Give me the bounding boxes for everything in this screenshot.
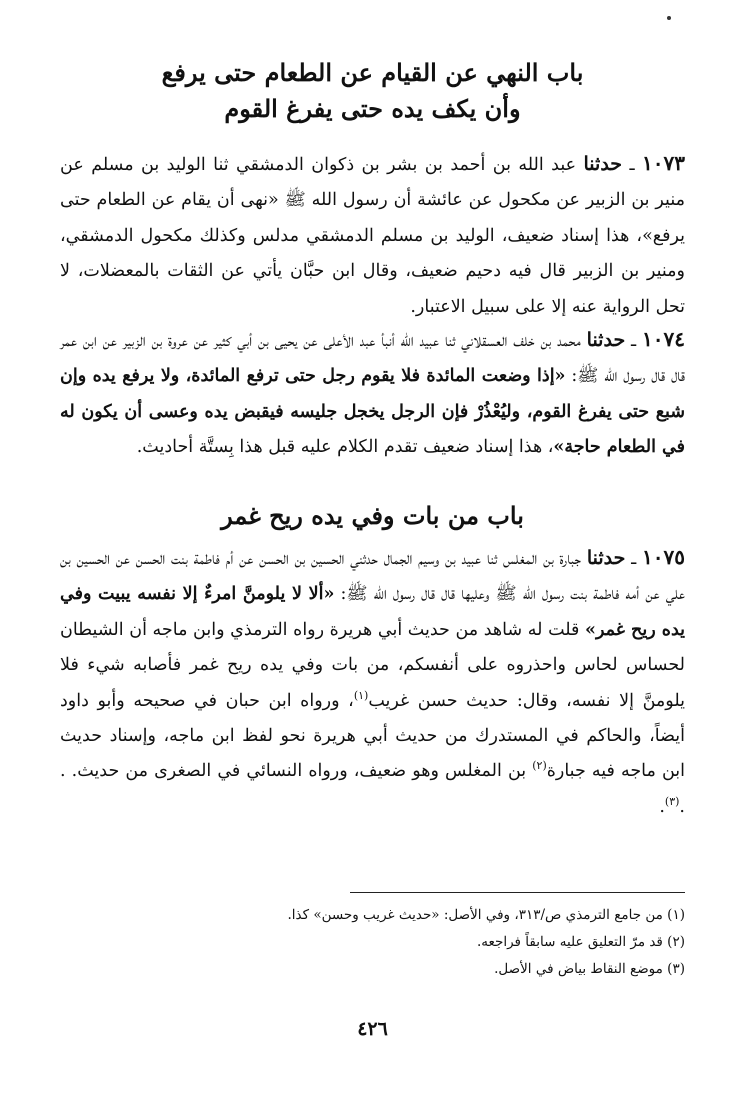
corner-dot <box>667 16 671 20</box>
hadith-1073 <box>60 146 685 325</box>
hadith-comment: ، هذا إسناد ضعيف تقدم الكلام عليه قبل هذا بِستَّة أحاديث. <box>136 437 554 458</box>
hadith-matn: «نهى أن يقام عن الطعام حتى يرفع» <box>60 190 685 246</box>
hadith-number: ١٠٧٥ <box>642 545 685 569</box>
hadith-isnad: جبارة بن المغلس ثنا عبيد بن وسيم الجمال حدثني الحسين بن الحسن عن أم فاطمة بنت الحسن عن الحسين بن علي عن أمه فاطمة بنت رسول الله ﷺ وعليها قال قال رسول الله ﷺ: <box>60 549 685 605</box>
footnotes-list <box>60 902 685 983</box>
hadith-isnad: عبد الله بن أحمد بن بشر بن ذكوان الدمشقي ثنا الوليد بن مسلم عن منير بن الزبير عن مكحول عن عائشة أن رسول الله ﷺ <box>60 155 685 211</box>
footnote-1: (١) من جامع الترمذي ص/٣١٣، وفي الأصل: «حديث غريب وحسن» كذا. <box>287 907 685 923</box>
hadathana-label: حدثنا <box>586 547 626 569</box>
footnote-ref-2[interactable]: (٢) <box>532 759 547 773</box>
hadith-number: ١٠٧٤ <box>642 327 685 351</box>
chapter-title-2 <box>60 498 685 534</box>
footnote-2: (٢) قد مرّ التعليق عليه سابقاً فراجعه. <box>476 934 685 950</box>
hadith-1074 <box>60 322 685 466</box>
hadith-1075 <box>60 540 685 825</box>
hadith-comment: ، هذا إسناد ضعيف، الوليد بن مسلم الدمشقي مدلس وكذلك مكحول الدمشقي، ومنير بن الزبير قال فيه دحيم ضعيف، وقال ابن حبَّان يأتي عن الثقات بالمعضلات، لا تحل الرواية عنه إلا على سبيل الاعتبار. <box>60 225 685 317</box>
hadith-separator: ـ <box>622 155 643 175</box>
chapter-title-1-line-2: وأن يكف يده حتى يفرغ القوم <box>224 94 521 123</box>
hadith-separator: ـ <box>625 549 643 569</box>
hadith-isnad: محمد بن خلف العسقلاني ثنا عبيد الله أنبأ عبد الأعلى عن يحيى بن أبي كثير عن عروة بن الزبير عن ابن عمر قال قال رسول الله ﷺ: <box>60 331 686 387</box>
hadith-matn: «إذا وضعت المائدة فلا يقوم رجل حتى ترفع المائدة، ولا يرفع يده وإن شبع حتى يفرغ القوم، وليُعْذُرْ فإن الرجل يخجل جليسه فيقبض يده وعسى أن يكون له في الطعام حاجة» <box>60 366 685 458</box>
chapter-title-1-line-1: باب النهي عن القيام عن الطعام حتى يرفع <box>161 58 584 87</box>
footnote-3: (٣) موضع النقاط بياض في الأصل. <box>494 961 685 977</box>
footnote-ref-3[interactable]: (٣) <box>664 795 680 809</box>
hadith-number: ١٠٧٣ <box>642 151 685 175</box>
footnote-ref-1[interactable]: (١) <box>353 688 369 702</box>
hadith-separator: ـ <box>625 331 643 351</box>
hadith-comment: بن المغلس وهو ضعيف، ورواه النسائي في الصغرى من حديث. . . <box>60 761 685 817</box>
chapter-title-1 <box>60 55 685 127</box>
page-number: ٤٢٦ <box>357 1018 388 1040</box>
hadathana-label: حدثنا <box>586 329 626 351</box>
hadith-comment: ، ورواه ابن حبان في صحيحه وأبو داود أيضاً، والحاكم في المستدرك من حديث أبي هريرة نحو لفظ ابن ماجه، وإسناد حديث ابن ماجه فيه جبارة <box>60 690 686 782</box>
hadith-matn: «ألا لا يلومنَّ امرءٌ إلا نفسه يبيت وفي يده ريح غمر» <box>60 584 686 640</box>
hadith-comment: قلت له شاهد من حديث أبي هريرة رواه الترمذي وابن ماجه أن الشيطان لحساس لحاس واحذروه على أنفسكم، من بات وفي يده ريح غمر فأصابه شيء فلا يلومنَّ إلا نفسه، وقال: حديث حسن غريب <box>60 619 686 711</box>
chapter-title-2-line: باب من بات وفي يده ريح غمر <box>221 501 524 530</box>
hadith-end: . <box>659 796 665 817</box>
footnote-divider <box>350 892 685 893</box>
book-page <box>60 0 685 1096</box>
hadathana-label: حدثنا <box>583 153 623 175</box>
